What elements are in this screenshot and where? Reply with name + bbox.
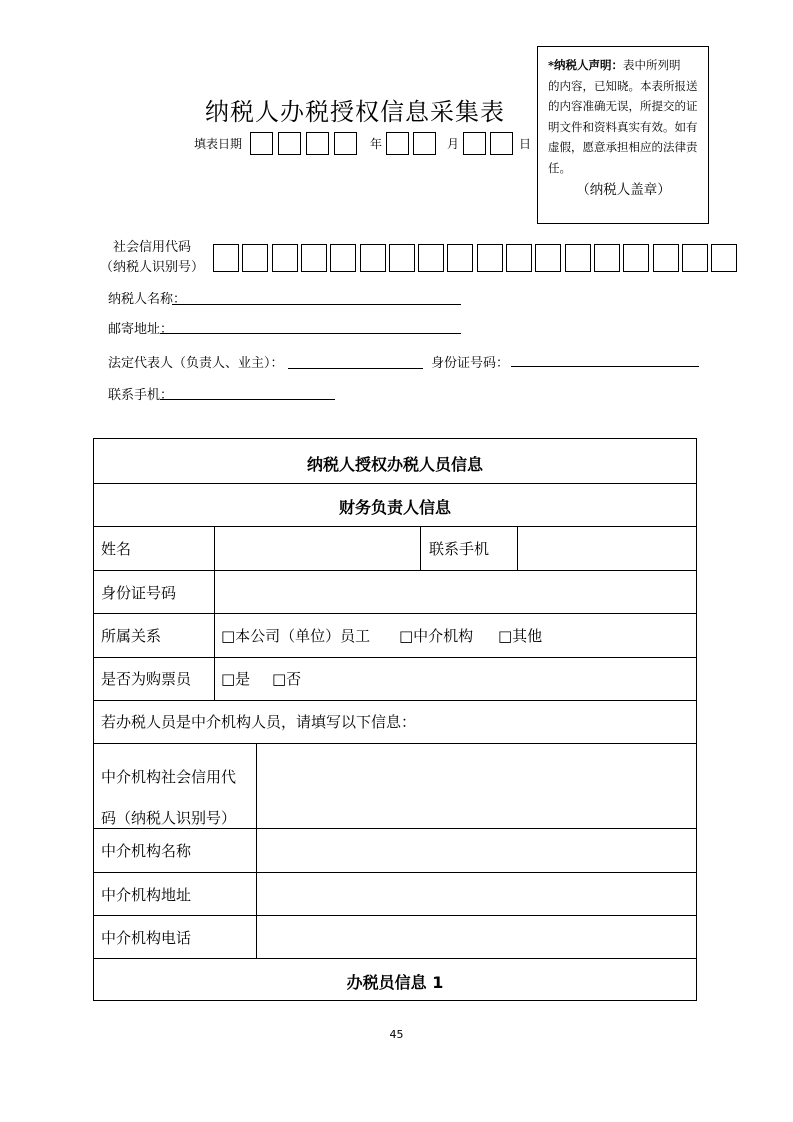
relation-option-employee[interactable]: □本公司（单位）员工 bbox=[221, 627, 371, 645]
finance-id-input[interactable] bbox=[215, 571, 696, 613]
credit-code-label bbox=[98, 238, 206, 278]
agency-phone-input[interactable] bbox=[257, 916, 696, 958]
taxpayer-name-label: 纳税人名称： bbox=[108, 292, 187, 307]
table-header: 纳税人授权办税人员信息 bbox=[306, 455, 483, 474]
credit-code-digit-box[interactable] bbox=[594, 244, 620, 272]
agency-address-label: 中介机构地址 bbox=[101, 886, 192, 904]
credit-code-digit-box[interactable] bbox=[330, 244, 356, 272]
agency-name-label: 中介机构名称 bbox=[101, 842, 192, 860]
declaration-line: 明文件和资料真实有效。如有 bbox=[548, 119, 698, 134]
legal-rep-field[interactable] bbox=[288, 368, 423, 369]
date-month-digit-box[interactable] bbox=[413, 132, 436, 155]
id-number-label: 身份证号码 bbox=[101, 584, 177, 602]
taxpayer-name-field[interactable] bbox=[172, 304, 461, 305]
credit-code-digit-box[interactable] bbox=[213, 244, 239, 272]
relation-option-agency[interactable]: □中介机构 bbox=[399, 627, 474, 645]
name-label: 姓名 bbox=[101, 540, 132, 558]
buyer-option-yes[interactable]: □是 bbox=[221, 670, 251, 688]
form-title: 纳税人办税授权信息采集表 bbox=[205, 98, 505, 126]
id-number-field[interactable] bbox=[511, 366, 699, 367]
contact-phone-label: 联系手机： bbox=[108, 388, 174, 403]
finance-name-input[interactable] bbox=[215, 527, 420, 570]
date-month-digit-box[interactable] bbox=[386, 132, 409, 155]
credit-code-label-line: 社会信用代码 bbox=[112, 240, 191, 255]
agency-address-input[interactable] bbox=[257, 873, 696, 915]
credit-code-digit-box[interactable] bbox=[418, 244, 444, 272]
date-day-digit-box[interactable] bbox=[490, 132, 513, 155]
seal-label: （纳税人盖章） bbox=[576, 182, 671, 198]
mailing-address-field[interactable] bbox=[160, 333, 461, 334]
declaration-line: 的内容，已知晓。本表所报送 bbox=[548, 78, 698, 93]
credit-code-digit-box[interactable] bbox=[477, 244, 503, 272]
relation-label: 所属关系 bbox=[101, 627, 162, 645]
credit-code-digit-box[interactable] bbox=[506, 244, 532, 272]
contact-phone-field[interactable] bbox=[160, 399, 335, 400]
date-day-digit-box[interactable] bbox=[463, 132, 486, 155]
agency-credit-code-label-line: 中介机构社会信用代 bbox=[101, 768, 237, 786]
finance-head-header: 财务负责人信息 bbox=[338, 498, 451, 517]
credit-code-label-line: （纳税人识别号） bbox=[99, 260, 204, 275]
id-number-label: 身份证号码： bbox=[431, 356, 510, 371]
credit-code-digit-box[interactable] bbox=[272, 244, 298, 272]
legal-rep-label: 法定代表人（负责人、业主）： bbox=[108, 356, 284, 371]
date-year-digit-box[interactable] bbox=[306, 132, 329, 155]
date-year-digit-box[interactable] bbox=[278, 132, 301, 155]
credit-code-digit-box[interactable] bbox=[682, 244, 708, 272]
phone-label: 联系手机 bbox=[429, 540, 490, 558]
declaration-line: 任。 bbox=[548, 160, 571, 175]
credit-code-digit-box[interactable] bbox=[535, 244, 561, 272]
mailing-address-label: 邮寄地址： bbox=[108, 322, 174, 337]
authorized-staff-table bbox=[93, 438, 697, 1001]
tax-clerk-header: 办税员信息 1 bbox=[346, 973, 444, 992]
year-label: 年 bbox=[370, 137, 383, 151]
agency-credit-code-input[interactable] bbox=[257, 744, 696, 828]
agency-name-input[interactable] bbox=[257, 829, 696, 872]
credit-code-digit-box[interactable] bbox=[242, 244, 268, 272]
relation-option-other[interactable]: □其他 bbox=[498, 627, 543, 645]
credit-code-digit-box[interactable] bbox=[360, 244, 386, 272]
date-year-digit-box[interactable] bbox=[334, 132, 357, 155]
date-label: 填表日期 bbox=[194, 137, 243, 151]
credit-code-digit-box[interactable] bbox=[301, 244, 327, 272]
credit-code-digit-box[interactable] bbox=[623, 244, 649, 272]
declaration-heading: *纳税人声明： bbox=[548, 58, 624, 72]
agency-credit-code-label bbox=[101, 757, 251, 839]
declaration-line: 的内容准确无误，所提交的证 bbox=[548, 99, 698, 113]
buyer-option-no[interactable]: □否 bbox=[272, 670, 302, 688]
page-number: 45 bbox=[389, 1028, 404, 1041]
finance-phone-input[interactable] bbox=[518, 527, 696, 570]
credit-code-digit-box[interactable] bbox=[565, 244, 591, 272]
taxpayer-declaration-box bbox=[537, 46, 709, 224]
agency-note: 若办税人员是中介机构人员，请填写以下信息： bbox=[101, 713, 417, 731]
agency-credit-code-label-line: 码（纳税人识别号） bbox=[101, 809, 237, 827]
month-label: 月 bbox=[447, 137, 460, 151]
credit-code-digit-box[interactable] bbox=[389, 244, 415, 272]
declaration-line: 虚假，愿意承担相应的法律责 bbox=[548, 140, 698, 154]
agency-phone-label: 中介机构电话 bbox=[101, 929, 192, 947]
date-year-digit-box[interactable] bbox=[250, 132, 273, 155]
invoice-buyer-label: 是否为购票员 bbox=[101, 670, 192, 688]
credit-code-digit-box[interactable] bbox=[711, 244, 737, 272]
credit-code-digit-box[interactable] bbox=[447, 244, 473, 272]
credit-code-digit-box[interactable] bbox=[653, 244, 679, 272]
declaration-line: 表中所列明 bbox=[623, 58, 681, 72]
day-label: 日 bbox=[519, 137, 532, 151]
